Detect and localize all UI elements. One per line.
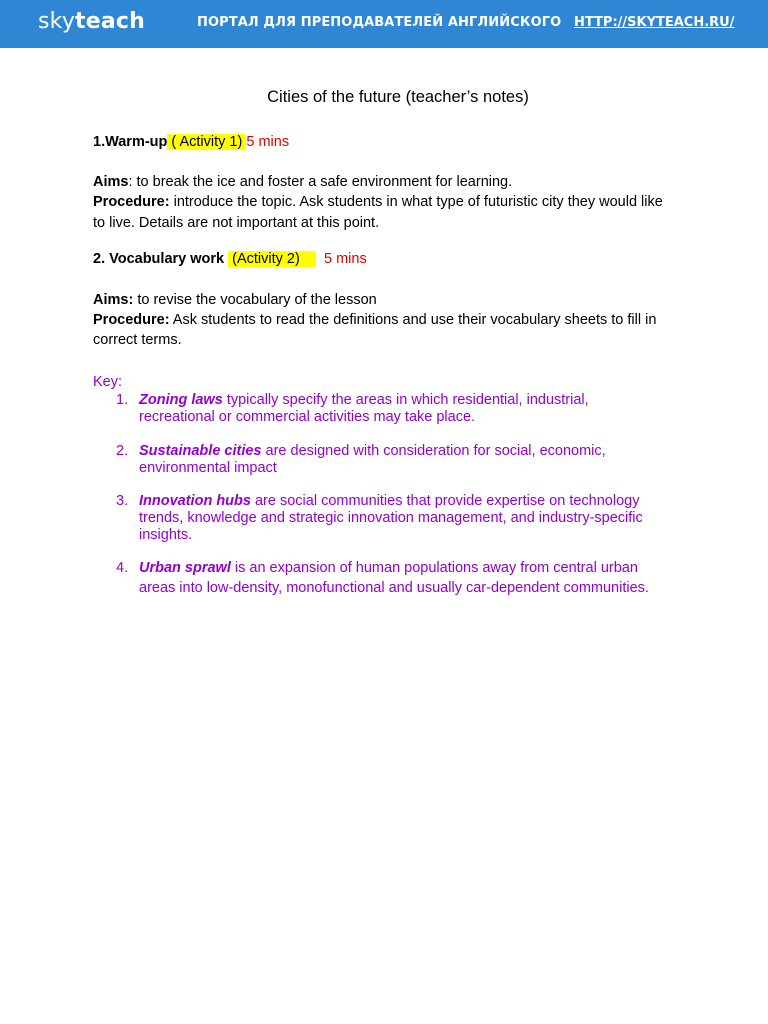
key-definition-line2: environmental impact bbox=[139, 460, 277, 476]
section2-aims bbox=[93, 292, 377, 309]
section1-aims bbox=[93, 174, 512, 191]
logo-sky-text: sky bbox=[38, 9, 76, 34]
key-definition-line1: are designed with consideration for social, economic, bbox=[261, 443, 606, 459]
section2-procedure bbox=[93, 312, 656, 329]
section1-procedure-line1: introduce the topic. Ask students in what type of futuristic city they would like bbox=[169, 194, 663, 210]
key-definition-line3: insights. bbox=[139, 527, 193, 543]
key-definition-line1: is an expansion of human populations away from central urban bbox=[230, 560, 638, 576]
section1-aims-label: Aims bbox=[93, 174, 129, 190]
key-definition-line2: trends, knowledge and strategic innovation management, and industry-specific bbox=[139, 510, 643, 526]
section1-heading: 1.Warm-up bbox=[93, 134, 168, 150]
site-header bbox=[0, 0, 768, 48]
skyteach-logo[interactable] bbox=[38, 9, 145, 34]
section1-procedure-label: Procedure: bbox=[93, 194, 170, 210]
key-definition-line2: recreational or commercial activities may take place. bbox=[139, 409, 476, 425]
key-term: Zoning laws bbox=[139, 392, 223, 408]
portal-title: ПОРТАЛ ДЛЯ ПРЕПОДАВАТЕЛЕЙ АНГЛИЙСКОГО bbox=[197, 15, 562, 30]
section1-heading-line bbox=[93, 134, 289, 151]
section2-aims-label: Aims: bbox=[93, 292, 134, 308]
logo-teach-text: teach bbox=[75, 9, 146, 34]
key-definition-line1: typically specify the areas in which residential, industrial, bbox=[222, 392, 589, 408]
section2-heading-line bbox=[93, 251, 367, 268]
section1-activity-badge: ( Activity 1) bbox=[167, 134, 247, 150]
key-term: Urban sprawl bbox=[139, 560, 231, 576]
key-term: Sustainable cities bbox=[139, 443, 262, 459]
key-label: Key: bbox=[93, 374, 123, 390]
section2-procedure-label: Procedure: bbox=[93, 312, 170, 328]
section2-procedure-line2: correct terms. bbox=[93, 332, 182, 348]
section1-aims-text: : to break the ice and foster a safe environment for learning. bbox=[128, 174, 513, 190]
portal-link[interactable]: HTTP://SKYTEACH.RU/ bbox=[574, 15, 735, 30]
key-item-number: 1. bbox=[116, 392, 129, 408]
document-title: Cities of the future (teacher’s notes) bbox=[267, 88, 529, 106]
key-item-number: 2. bbox=[116, 443, 129, 459]
key-item-number: 4. bbox=[116, 560, 129, 576]
key-term: Innovation hubs bbox=[139, 493, 251, 509]
section1-time: 5 mins bbox=[246, 134, 290, 150]
section2-activity-badge: (Activity 2) bbox=[228, 251, 316, 267]
key-definition-line1: are social communities that provide expertise on technology bbox=[250, 493, 640, 509]
key-definition-line2: areas into low-density, monofunctional and usually car-dependent communities. bbox=[139, 580, 649, 596]
section2-procedure-line1: Ask students to read the definitions and use their vocabulary sheets to fill in bbox=[169, 312, 657, 328]
section2-time: 5 mins bbox=[323, 251, 367, 267]
section2-heading: 2. Vocabulary work bbox=[93, 251, 225, 267]
section2-aims-text: to revise the vocabulary of the lesson bbox=[133, 292, 377, 308]
section1-procedure bbox=[93, 194, 663, 211]
section1-procedure-line2: to live. Details are not important at this point. bbox=[93, 215, 380, 231]
key-item-number: 3. bbox=[116, 493, 129, 509]
